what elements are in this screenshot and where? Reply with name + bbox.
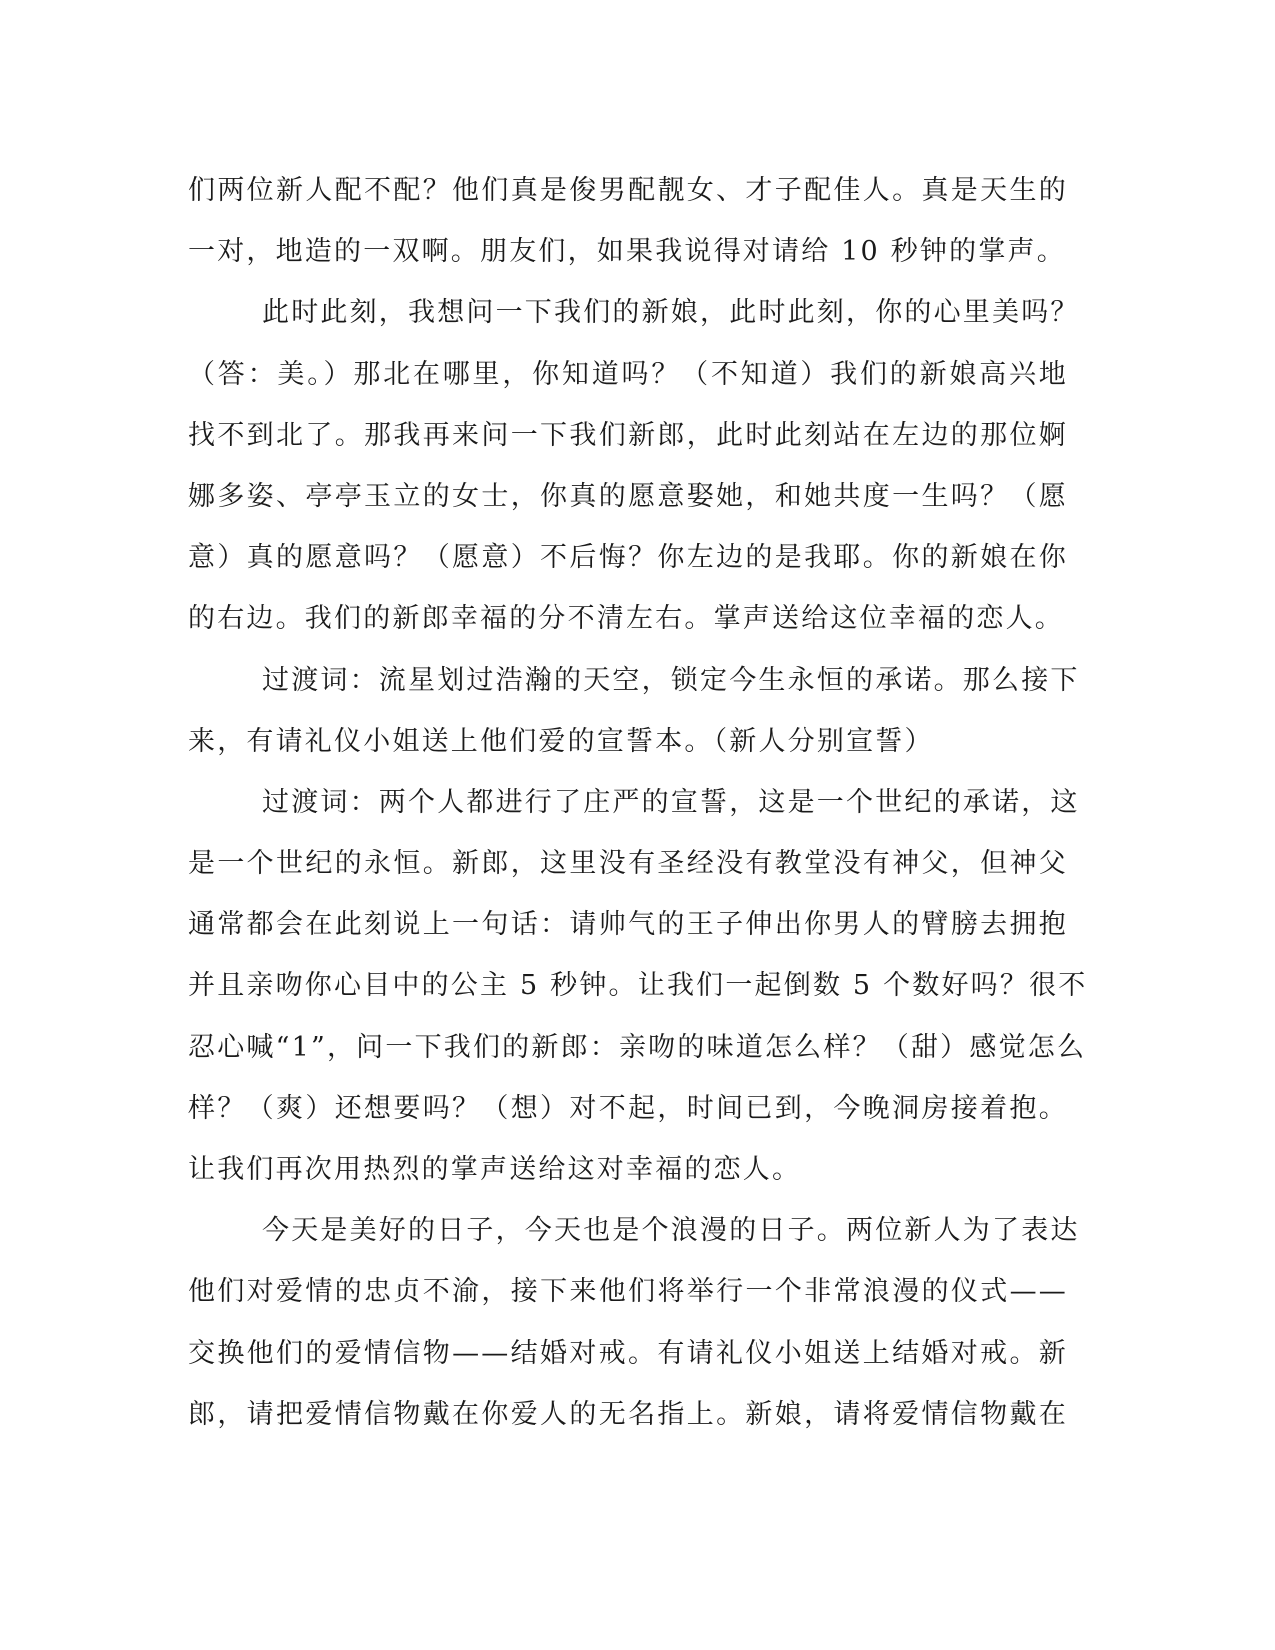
- document-body: [188, 160, 1088, 1445]
- text-line: 样？（爽）还想要吗？（想）对不起，时间已到，今晚洞房接着抱。: [188, 1092, 1068, 1124]
- text-line: 来，有请礼仪小姐送上他们爱的宣誓本。（新人分别宣誓）: [188, 725, 934, 757]
- text-line: 们两位新人配不配？他们真是俊男配靓女、才子配佳人。真是天生的: [188, 175, 1068, 206]
- text-line: 并且亲吻你心目中的公主 5 秒钟。让我们一起倒数 5 个数好吗？很不: [188, 970, 1088, 1002]
- text-line: 找不到北了。那我再来问一下我们新郎，此时此刻站在左边的那位婀: [188, 419, 1068, 451]
- text-line: 他们对爱情的忠贞不渝，接下来他们将举行一个非常浪漫的仪式——: [188, 1276, 1068, 1308]
- text-line: 忍心喊“1”，问一下我们的新郎：亲吻的味道怎么样？（甜）感觉怎么: [188, 1031, 1087, 1063]
- text-line: 交换他们的爱情信物——结婚对戒。有请礼仪小姐送上结婚对戒。新: [188, 1337, 1068, 1369]
- text-line: 过渡词：两个人都进行了庄严的宣誓，这是一个世纪的承诺，这: [262, 786, 1080, 818]
- text-line: 一对，地造的一双啊。朋友们，如果我说得对请给 10 秒钟的掌声。: [188, 236, 1066, 268]
- text-line: 此时此刻，我想问一下我们的新娘，此时此刻，你的心里美吗？: [262, 297, 1080, 329]
- text-line: 是一个世纪的永恒。新郎，这里没有圣经没有教堂没有神父，但神父: [188, 848, 1068, 880]
- text-line: 通常都会在此刻说上一句话：请帅气的王子伸出你男人的臂膀去拥抱: [188, 909, 1068, 941]
- text-line: 郎，请把爱情信物戴在你爱人的无名指上。新娘，请将爱情信物戴在: [188, 1398, 1068, 1430]
- text-line: 意）真的愿意吗？（愿意）不后悔？你左边的是我耶。你的新娘在你: [188, 542, 1068, 574]
- text-line: 娜多姿、亭亭玉立的女士，你真的愿意娶她，和她共度一生吗？（愿: [188, 480, 1068, 512]
- text-line: 今天是美好的日子，今天也是个浪漫的日子。两位新人为了表达: [262, 1215, 1080, 1247]
- text-line: 的右边。我们的新郎幸福的分不清左右。掌声送给这位幸福的恋人。: [188, 603, 1064, 635]
- text-line: 让我们再次用热烈的掌声送给这对幸福的恋人。: [188, 1154, 802, 1185]
- text-line: 过渡词：流星划过浩瀚的天空，锁定今生永恒的承诺。那么接下: [262, 664, 1080, 696]
- text-line: （答：美。）那北在哪里，你知道吗？（不知道）我们的新娘高兴地: [188, 358, 1068, 390]
